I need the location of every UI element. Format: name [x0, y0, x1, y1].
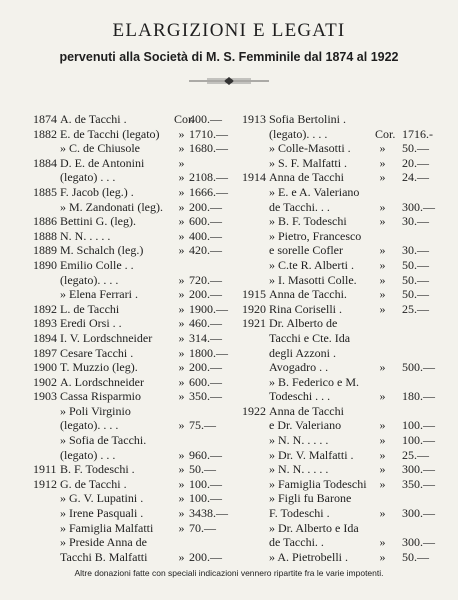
- donor-name: Tacchi B. Malfatti: [60, 549, 148, 564]
- donation-amount: 100.—: [402, 433, 435, 448]
- donation-amount: 600.—: [189, 214, 222, 229]
- ditto-mark: »: [178, 316, 185, 331]
- donation-amount: 50.—: [189, 462, 216, 477]
- donation-row: [242, 418, 442, 433]
- donation-row: [33, 200, 248, 215]
- donation-amount: 3438.—: [189, 506, 228, 521]
- donor-name: e Dr. Valeriano: [269, 418, 342, 433]
- ditto-mark: »: [379, 360, 386, 375]
- ditto-mark: »: [178, 345, 185, 360]
- donation-row: [33, 360, 248, 375]
- ditto-mark: »: [178, 170, 185, 185]
- ditto-mark: »: [178, 491, 185, 506]
- ditto-mark: »: [178, 228, 185, 243]
- donation-amount: 300.—: [402, 462, 435, 477]
- donation-row: [33, 535, 248, 550]
- donation-year: 1922: [242, 403, 266, 418]
- ditto-mark: »: [379, 287, 386, 302]
- donation-amount: 400.—: [189, 228, 222, 243]
- donation-amount: 1716.-: [402, 126, 433, 141]
- donation-amount: 1680.—: [189, 141, 228, 156]
- donation-row: [242, 346, 442, 361]
- donation-amount: 200.—: [189, 360, 222, 375]
- ditto-mark: »: [379, 214, 386, 229]
- donor-name: Anna de Tacchi: [269, 170, 344, 185]
- donation-row: [33, 418, 248, 433]
- ditto-mark: »: [379, 155, 386, 170]
- donation-amount: 960.—: [189, 447, 222, 462]
- donation-row: [242, 170, 442, 185]
- footnote: Altre donazioni fatte con speciali indicazioni vennero ripartite fra le varie impotenti.: [74, 568, 384, 578]
- ditto-mark: »: [178, 374, 185, 389]
- donor-name: I. V. Lordschneider: [60, 330, 153, 345]
- ditto-mark: »: [178, 418, 185, 433]
- donor-name: A. Lordschneider: [60, 374, 144, 389]
- donor-name: F. Todeschi .: [269, 506, 330, 521]
- ditto-mark: »: [379, 243, 386, 258]
- ditto-mark: »: [178, 476, 185, 491]
- donation-row: [33, 141, 248, 156]
- donor-name: » M. Zandonati (leg).: [60, 199, 163, 214]
- donation-row: [33, 273, 248, 288]
- donor-name: » N. N. . . . .: [269, 462, 329, 477]
- ditto-mark: »: [379, 272, 386, 287]
- donation-row: [242, 200, 442, 215]
- donation-row: [33, 156, 248, 171]
- donation-row: [242, 127, 442, 142]
- donor-name: » Figli fu Barone: [269, 491, 352, 506]
- donor-name: » Dr. Alberto e Ida: [269, 520, 359, 535]
- donation-year: 1888: [33, 228, 57, 243]
- donation-year: 1893: [33, 316, 57, 331]
- donation-row: [33, 550, 248, 565]
- donor-name: E. de Tacchi (legato): [60, 126, 160, 141]
- donor-name: M. Schalch (leg.): [60, 243, 144, 258]
- donation-amount: 25.—: [402, 447, 429, 462]
- donation-row: [33, 506, 248, 521]
- donation-amount: 20.—: [402, 155, 429, 170]
- donation-row: [33, 346, 248, 361]
- donation-amount: 720.—: [189, 272, 222, 287]
- donation-row: [242, 521, 442, 536]
- donation-amount: 30.—: [402, 214, 429, 229]
- ditto-mark: »: [379, 476, 386, 491]
- donation-year: 1897: [33, 345, 57, 360]
- donation-year: 1902: [33, 374, 57, 389]
- ditto-mark: »: [178, 549, 185, 564]
- page-subtitle: pervenuti alla Società di M. S. Femminile dal 1874 al 1922: [59, 50, 399, 64]
- donation-row: [33, 243, 248, 258]
- ditto-mark: »: [379, 199, 386, 214]
- ditto-mark: »: [379, 141, 386, 156]
- donor-name: D. E. de Antonini: [60, 155, 145, 170]
- donation-amount: 50.—: [402, 272, 429, 287]
- ditto-mark: »: [379, 506, 386, 521]
- ditto-mark: »: [178, 155, 185, 170]
- donor-name: T. Muzzio (leg).: [60, 360, 138, 375]
- donation-amount: 1666.—: [189, 184, 228, 199]
- donation-row: [242, 302, 442, 317]
- ditto-mark: Cor.: [375, 126, 396, 141]
- donation-amount: 400.—: [189, 112, 222, 126]
- donation-row: [242, 506, 442, 521]
- donation-amount: 50.—: [402, 287, 429, 302]
- donation-row: [33, 316, 248, 331]
- donations-column-right: [242, 112, 442, 564]
- donation-amount: 500.—: [402, 360, 435, 375]
- donation-year: 1886: [33, 214, 57, 229]
- donation-row: [33, 404, 248, 419]
- donor-name: » Irene Pasquali .: [60, 506, 144, 521]
- donation-amount: 300.—: [402, 199, 435, 214]
- donation-row: [242, 258, 442, 273]
- donation-amount: 600.—: [189, 374, 222, 389]
- ditto-mark: »: [379, 447, 386, 462]
- donation-amount: 300.—: [402, 535, 435, 550]
- donor-name: » E. e A. Valeriano: [269, 184, 360, 199]
- donation-row: [33, 185, 248, 200]
- donor-name: N. N. . . . .: [60, 228, 111, 243]
- donation-row: [242, 156, 442, 171]
- donor-name: » B. Federico e M.: [269, 374, 359, 389]
- donation-amount: 50.—: [402, 141, 429, 156]
- ditto-mark: »: [178, 126, 185, 141]
- ditto-mark: »: [178, 520, 185, 535]
- donor-name: » Pietro, Francesco: [269, 228, 362, 243]
- donor-name: (legato) . . .: [60, 170, 116, 185]
- donor-name: F. Jacob (leg.) .: [60, 184, 134, 199]
- donor-name: degli Azzoni .: [269, 345, 336, 360]
- donation-year: 1894: [33, 330, 57, 345]
- donation-row: [33, 287, 248, 302]
- donation-amount: 100.—: [189, 476, 222, 491]
- donor-name: Todeschi . . .: [269, 389, 331, 404]
- donor-name: Anna de Tacchi.: [269, 287, 347, 302]
- ditto-mark: »: [379, 549, 386, 564]
- donor-name: (legato). . . .: [269, 126, 328, 141]
- ditto-mark: »: [178, 330, 185, 345]
- donation-row: [33, 491, 248, 506]
- donation-year: 1890: [33, 257, 57, 272]
- donor-name: G. de Tacchi .: [60, 476, 127, 491]
- donation-row: [242, 316, 442, 331]
- donation-year: 1903: [33, 389, 57, 404]
- donation-row: [242, 141, 442, 156]
- donation-year: 1913: [242, 112, 266, 126]
- donation-year: 1914: [242, 170, 266, 185]
- donor-name: » A. Pietrobelli .: [269, 549, 348, 564]
- donation-amount: 70.—: [189, 520, 216, 535]
- donation-amount: 2108.—: [189, 170, 228, 185]
- donor-name: e sorelle Cofler: [269, 243, 343, 258]
- donor-name: » N. N. . . . .: [269, 433, 329, 448]
- donor-name: (legato). . . .: [60, 272, 119, 287]
- donor-name: » B. F. Todeschi: [269, 214, 347, 229]
- donation-row: [33, 229, 248, 244]
- donation-year: 1889: [33, 243, 57, 258]
- donation-row: [242, 491, 442, 506]
- donor-name: de Tacchi. .: [269, 535, 324, 550]
- donation-row: [242, 535, 442, 550]
- ditto-mark: »: [379, 389, 386, 404]
- donor-name: » Preside Anna de: [60, 535, 147, 550]
- donation-year: 1892: [33, 301, 57, 316]
- donor-name: Sofia Bertolini .: [269, 112, 346, 126]
- ditto-mark: »: [379, 433, 386, 448]
- donor-name: » S. F. Malfatti .: [269, 155, 348, 170]
- ditto-mark: »: [379, 170, 386, 185]
- ditto-mark: »: [178, 506, 185, 521]
- donation-year: 1920: [242, 301, 266, 316]
- donor-name: » Famiglia Todeschi: [269, 476, 367, 491]
- ditto-mark: »: [178, 199, 185, 214]
- donation-year: 1885: [33, 184, 57, 199]
- donation-amount: 350.—: [189, 389, 222, 404]
- donation-row: [33, 214, 248, 229]
- donation-amount: 200.—: [189, 287, 222, 302]
- ditto-mark: »: [379, 418, 386, 433]
- donation-row: [242, 550, 442, 565]
- ditto-mark: »: [178, 243, 185, 258]
- donations-column-left: [33, 112, 248, 564]
- donation-row: [33, 433, 248, 448]
- donation-row: [242, 214, 442, 229]
- donation-amount: 50.—: [402, 549, 429, 564]
- donation-amount: 350.—: [402, 476, 435, 491]
- donor-name: » Sofia de Tacchi.: [60, 433, 147, 448]
- donor-name: » Famiglia Malfatti: [60, 520, 154, 535]
- donor-name: Cassa Risparmio: [60, 389, 141, 404]
- donor-name: Avogadro . .: [269, 360, 329, 375]
- donor-name: Emilio Colle . .: [60, 257, 134, 272]
- donor-name: Rina Coriselli .: [269, 301, 342, 316]
- donor-name: L. de Tacchi: [60, 301, 120, 316]
- donor-name: » I. Masotti Colle.: [269, 272, 357, 287]
- donation-row: [242, 389, 442, 404]
- donation-year: 1882: [33, 126, 57, 141]
- donation-row: [242, 229, 442, 244]
- ditto-mark: »: [178, 301, 185, 316]
- donor-name: » Dr. V. Malfatti .: [269, 447, 354, 462]
- donor-name: Eredi Orsi . .: [60, 316, 122, 331]
- donation-row: [33, 389, 248, 404]
- ditto-mark: »: [379, 257, 386, 272]
- donation-year: 1915: [242, 287, 266, 302]
- donation-amount: 420.—: [189, 243, 222, 258]
- donation-row: [33, 302, 248, 317]
- donation-row: [33, 112, 248, 127]
- ditto-mark: »: [178, 184, 185, 199]
- donation-amount: 200.—: [189, 549, 222, 564]
- donation-amount: 314.—: [189, 330, 222, 345]
- donor-name: » G. V. Lupatini .: [60, 491, 144, 506]
- donation-year: 1874: [33, 112, 57, 126]
- ditto-mark: »: [178, 272, 185, 287]
- donation-row: [33, 258, 248, 273]
- ditto-mark: »: [178, 141, 185, 156]
- donation-row: [242, 287, 442, 302]
- ditto-mark: »: [178, 462, 185, 477]
- donor-name: » C. de Chiusole: [60, 141, 140, 156]
- donor-name: Bettini G. (leg).: [60, 214, 136, 229]
- donation-row: [33, 127, 248, 142]
- donation-row: [242, 448, 442, 463]
- ditto-mark: »: [178, 287, 185, 302]
- donation-row: [33, 462, 248, 477]
- donation-amount: 300.—: [402, 506, 435, 521]
- donation-row: [33, 521, 248, 536]
- ditto-mark: »: [178, 214, 185, 229]
- donation-amount: 180.—: [402, 389, 435, 404]
- donation-row: [33, 375, 248, 390]
- donor-name: » Elena Ferrari .: [60, 287, 138, 302]
- donation-amount: 24.—: [402, 170, 429, 185]
- ditto-mark: »: [178, 389, 185, 404]
- donation-row: [242, 112, 442, 127]
- donation-row: [33, 170, 248, 185]
- donor-name: » Colle-Masotti .: [269, 141, 351, 156]
- donation-amount: 1900.—: [189, 301, 228, 316]
- donation-amount: 100.—: [402, 418, 435, 433]
- donor-name: (legato) . . .: [60, 447, 116, 462]
- donation-year: 1900: [33, 360, 57, 375]
- ditto-mark: Cor.: [174, 112, 195, 126]
- donor-name: Dr. Alberto de: [269, 316, 338, 331]
- ditto-mark: »: [178, 360, 185, 375]
- donation-row: [242, 185, 442, 200]
- donation-row: [242, 360, 442, 375]
- donation-row: [242, 375, 442, 390]
- donor-name: » Poli Virginio: [60, 403, 131, 418]
- donation-row: [242, 462, 442, 477]
- donation-amount: 460.—: [189, 316, 222, 331]
- donor-name: (legato). . . .: [60, 418, 119, 433]
- donor-name: Anna de Tacchi: [269, 403, 344, 418]
- donation-amount: 100.—: [189, 491, 222, 506]
- donor-name: A. de Tacchi .: [60, 112, 127, 126]
- donor-name: de Tacchi. . .: [269, 199, 330, 214]
- donation-amount: 25.—: [402, 301, 429, 316]
- donor-name: Cesare Tacchi .: [60, 345, 134, 360]
- page-title: ELARGIZIONI E LEGATI: [112, 20, 346, 41]
- donation-row: [33, 477, 248, 492]
- donation-row: [242, 273, 442, 288]
- donation-year: 1911: [33, 462, 57, 477]
- ditto-mark: »: [379, 535, 386, 550]
- donation-amount: 200.—: [189, 199, 222, 214]
- ditto-mark: »: [178, 447, 185, 462]
- donation-amount: 75.—: [189, 418, 216, 433]
- donor-name: B. F. Todeschi .: [60, 462, 135, 477]
- donation-row: [242, 243, 442, 258]
- ditto-mark: »: [379, 301, 386, 316]
- donation-row: [242, 331, 442, 346]
- donation-row: [242, 404, 442, 419]
- donation-amount: 1710.—: [189, 126, 228, 141]
- donation-amount: 50.—: [402, 257, 429, 272]
- donor-name: Tacchi e Cte. Ida: [269, 330, 351, 345]
- donation-amount: 30.—: [402, 243, 429, 258]
- ditto-mark: »: [379, 462, 386, 477]
- donation-year: 1912: [33, 476, 57, 491]
- donation-row: [33, 331, 248, 346]
- donation-amount: 1800.—: [189, 345, 228, 360]
- donation-row: [242, 433, 442, 448]
- donation-row: [242, 477, 442, 492]
- donation-row: [33, 448, 248, 463]
- donation-year: 1921: [242, 316, 266, 331]
- ornament-divider: [189, 76, 269, 86]
- donor-name: » C.te R. Alberti .: [269, 257, 354, 272]
- donation-year: 1884: [33, 155, 57, 170]
